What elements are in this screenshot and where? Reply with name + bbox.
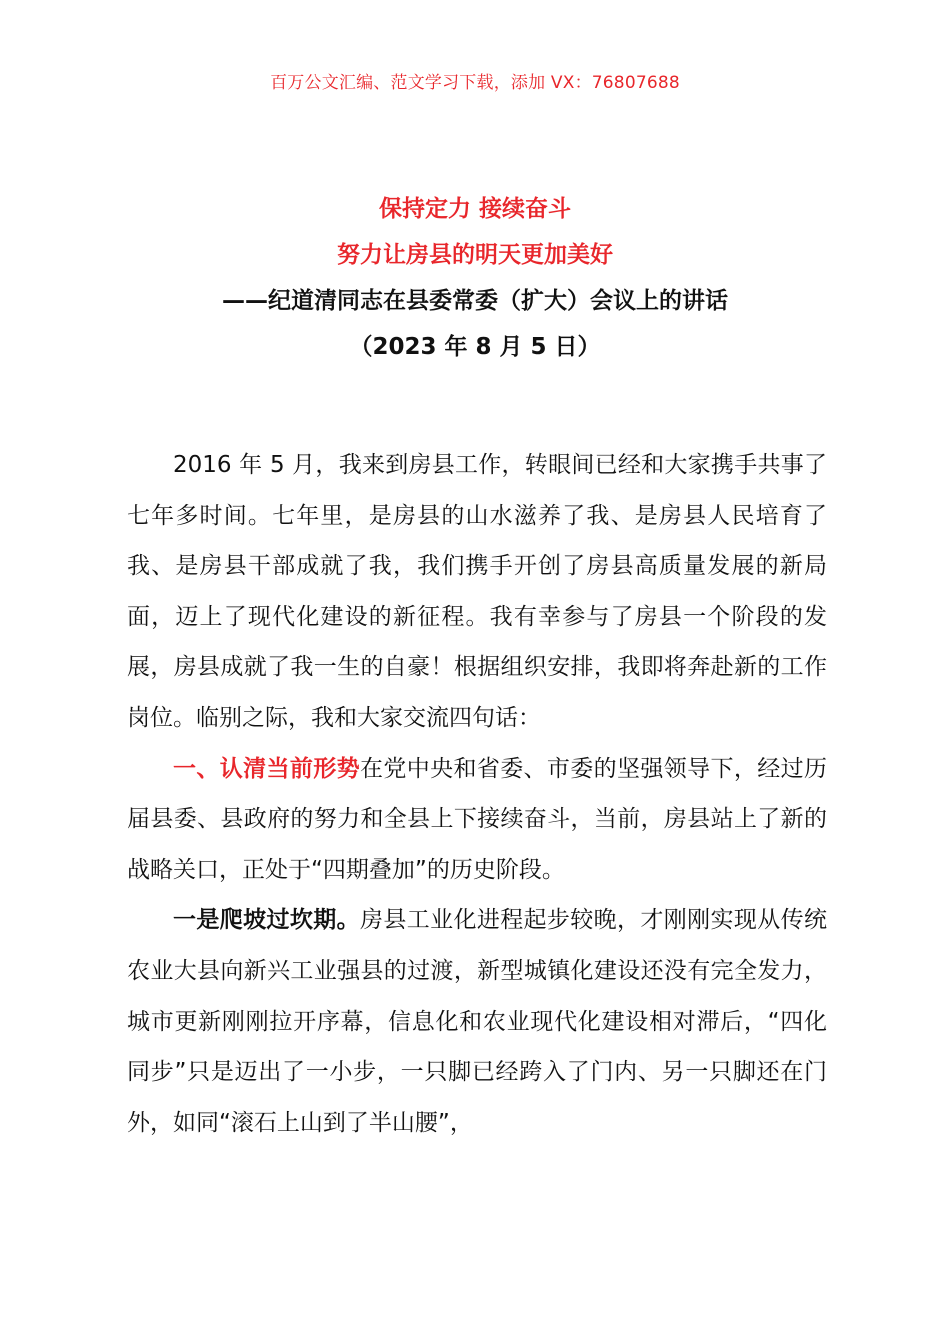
paragraph-section-1 — [127, 744, 827, 896]
title-block — [0, 192, 950, 376]
title-line-1: 保持定力 接续奋斗 — [378, 196, 571, 222]
section-1-text: 在党中央和省委、市委的坚强领导下，经过历届县委、县政府的努力和全县上下接续奋斗，当前，房县站上了新的战略关口，正处于“四期叠加”的历史阶段。 — [127, 755, 828, 883]
section-1-heading: 一、认清当前形势 — [173, 755, 360, 782]
paragraph-point-1 — [127, 895, 827, 1148]
header-note: 百万公文汇编、范文学习下载，添加 VX：76807688 — [270, 73, 680, 93]
subtitle-speaker: ——纪道清同志在县委常委（扩大）会议上的讲话 — [222, 288, 728, 314]
body-text — [127, 440, 827, 1148]
paragraph-intro: 2016 年 5 月，我来到房县工作，转眼间已经和大家携手共事了七年多时间。七年里，是房县的山水滋养了我、是房县人民培育了我、是房县干部成就了我，我们携手开创了房县高质量发展的新局面，迈上了现代化建设的新征程。我有幸参与了房县一个阶段的发展，房县成就了我一生的自豪！根据组织安排，我即将奔赴新的工作岗位。临别之际，我和大家交流四句话： — [127, 452, 827, 731]
subtitle-date: （2023 年 8 月 5 日） — [349, 334, 601, 360]
title-line-2: 努力让房县的明天更加美好 — [337, 242, 613, 268]
point-1-heading: 一是爬坡过坎期。 — [173, 907, 360, 934]
point-1-text: 房县工业化进程起步较晚，才刚刚实现从传统农业大县向新兴工业强县的过渡，新型城镇化建设还没有完全发力，城市更新刚刚拉开序幕，信息化和农业现代化建设相对滞后，“四化同步”只是迈出了一小步，一只脚已经跨入了门内、另一只脚还在门外，如同“滚石上山到了半山腰”， — [127, 907, 828, 1136]
